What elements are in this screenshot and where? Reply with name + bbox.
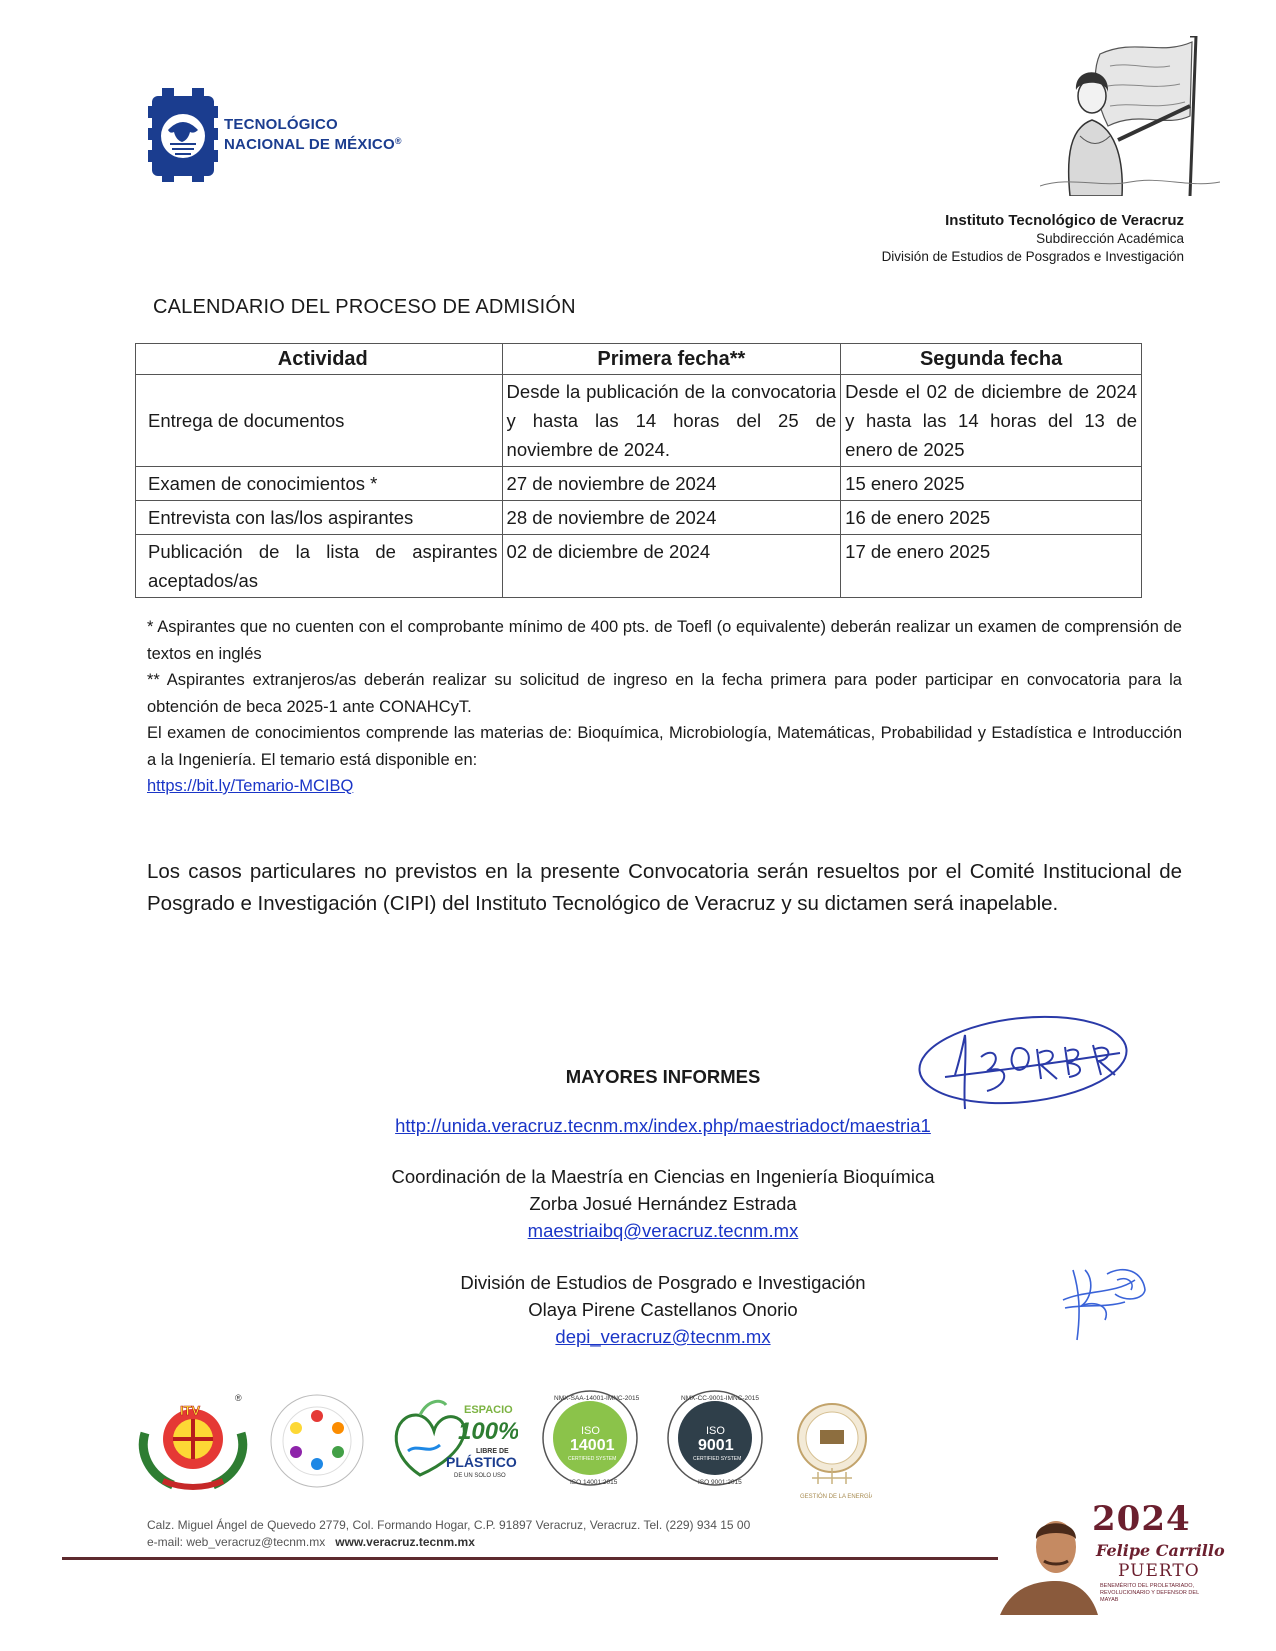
- registered-mark: ®: [235, 1393, 242, 1403]
- iso-9001-badge: [665, 1388, 765, 1488]
- institute-name: Instituto Tecnológico de Veracruz: [945, 212, 1184, 229]
- footer-email: e-mail: web_veracruz@tecnm.mx: [147, 1535, 326, 1549]
- table-cell-second-date: 17 de enero 2025: [841, 535, 1142, 598]
- maestria-url-link[interactable]: http://unida.veracruz.tecnm.mx/index.php/maestriadoct/maestria1: [395, 1115, 931, 1136]
- division-head-name: Olaya Pirene Castellanos Onorio: [528, 1299, 798, 1320]
- table-cell-first-date: 27 de noviembre de 2024: [502, 467, 841, 501]
- plastic-free-plastico: PLÁSTICO: [446, 1454, 517, 1470]
- more-info-title: MAYORES INFORMES: [565, 1066, 761, 1087]
- anniversary-caption: BENEMÉRITO DEL PROLETARIADO, REVOLUCIONARIO Y DEFENSOR DEL MAYAB: [1100, 1583, 1199, 1603]
- table-row: [136, 375, 1142, 467]
- energy-logo-text: GESTIÓN DE LA ENERGÍA: [800, 1494, 872, 1500]
- footer-website: www.veracruz.tecnm.mx: [335, 1535, 475, 1549]
- division-name: División de Estudios de Posgrados e Investigación: [881, 249, 1184, 264]
- column-header-second-date: Segunda fecha: [841, 344, 1142, 375]
- coordinator-name: Zorba Josué Hernández Estrada: [529, 1193, 797, 1214]
- institute-header: [882, 212, 1184, 266]
- iso-9001-number: 9001: [698, 1437, 734, 1454]
- subdirection-name: Subdirección Académica: [1036, 231, 1184, 246]
- calendar-title: CALENDARIO DEL PROCESO DE ADMISIÓN: [153, 296, 576, 318]
- note-exam-subjects: El examen de conocimientos comprende las materias de: Bioquímica, Microbiología, Matemáticas, Probabilidad y Estadística e Introducción a la Ingeniería. El temario está disponible en:: [147, 724, 1182, 769]
- table-row: [136, 467, 1142, 501]
- itv-logo: [133, 1393, 253, 1493]
- coordination-title: Coordinación de la Maestría en Ciencias en Ingeniería Bioquímica: [391, 1166, 935, 1187]
- energy-management-logo: [792, 1398, 872, 1503]
- coordinator-email-link[interactable]: maestriaibq@veracruz.tecnm.mx: [527, 1220, 799, 1241]
- itv-logo-text: ITV: [180, 1403, 201, 1418]
- coordinator-signature: [915, 1005, 1135, 1120]
- note-foreign-applicants: ** Aspirantes extranjeros/as deberán realizar su solicitud de ingreso en la fecha primera para poder participar en convocatoria para la obtención de beca 2025-1 ante CONAHCyT.: [147, 671, 1182, 716]
- equality-norm-logo: [268, 1392, 366, 1490]
- anniversary-surname: PUERTO: [1118, 1561, 1200, 1581]
- table-cell-second-date: 16 de enero 2025: [841, 501, 1142, 535]
- iso-14001-number: 14001: [570, 1437, 615, 1454]
- logo-text-line1: TECNOLÓGICO: [224, 116, 338, 133]
- table-header-row: [136, 344, 1142, 375]
- logo-text-line2: NACIONAL DE MÉXICO®: [224, 136, 402, 153]
- table-cell-first-date: Desde la publicación de la convocatoria y hasta las 14 horas del 25 de noviembre de 2024.: [502, 375, 841, 467]
- division-head-signature: [1055, 1250, 1155, 1345]
- felipe-carrillo-puerto-2024-logo: [1000, 1495, 1225, 1615]
- division-title: División de Estudios de Posgrado e Investigación: [460, 1272, 866, 1293]
- syllabus-link[interactable]: https://bit.ly/Temario-MCIBQ: [147, 777, 354, 795]
- anniversary-name: Felipe Carrillo: [1096, 1541, 1225, 1560]
- iso-9001-cert: CERTIFIED SYSTEM: [693, 1456, 742, 1462]
- tecnm-logo: [148, 86, 402, 186]
- column-header-first-date: Primera fecha**: [502, 344, 841, 375]
- plastic-free-libre: LIBRE DE: [476, 1448, 509, 1455]
- plastic-free-logo: [388, 1395, 518, 1485]
- iso-14001-cert: CERTIFIED SYSTEM: [568, 1456, 617, 1462]
- plastic-free-espacio: ESPACIO: [464, 1404, 513, 1416]
- iso-14001-badge: [540, 1388, 640, 1488]
- anniversary-year: 2024: [1092, 1499, 1191, 1539]
- admission-calendar-table: [135, 343, 1142, 598]
- table-cell-activity: Examen de conocimientos *: [136, 467, 503, 501]
- particular-cases-paragraph: Los casos particulares no previstos en la presente Convocatoria serán resueltos por el Comité Institucional de Posgrado e Investigación (CIPI) del Instituto Tecnológico de Veracruz y su dictamen será inapelable.: [147, 860, 1182, 915]
- column-header-activity: Actividad: [136, 344, 503, 375]
- plastic-free-sub: DE UN SOLO USO: [454, 1473, 506, 1479]
- portrait-illustration: [1000, 1495, 1100, 1615]
- table-cell-activity: Publicación de la lista de aspirantes aceptados/as: [136, 535, 503, 598]
- table-cell-second-date: 15 enero 2025: [841, 467, 1142, 501]
- table-row: [136, 501, 1142, 535]
- footer-contact: [147, 1517, 750, 1551]
- gear-emblem-icon: [148, 86, 218, 182]
- note-toefl: * Aspirantes que no cuenten con el comprobante mínimo de 400 pts. de Toefl (o equivalente) deberán realizar un examen de comprensión de textos en inglés: [147, 618, 1182, 663]
- iso-14001-bottom: ISO 14001:2015: [570, 1479, 618, 1486]
- iso-14001-ring-text: NMX-SAA-14001-IMNC-2015: [554, 1395, 640, 1402]
- footer-address-line: Calz. Miguel Ángel de Quevedo 2779, Col. Formando Hogar, C.P. 91897 Veracruz, Veracruz. Tel. (229) 934 15 00: [147, 1518, 751, 1532]
- iso-9001-ring-text: NMX-CC-9001-IMNC-2015: [681, 1395, 760, 1402]
- iso-14001-label: ISO: [581, 1425, 600, 1437]
- table-cell-second-date: Desde el 02 de diciembre de 2024 y hasta las 14 horas del 13 de enero de 2025: [841, 375, 1142, 467]
- footer-divider: [62, 1557, 998, 1560]
- table-cell-first-date: 02 de diciembre de 2024: [502, 535, 841, 598]
- table-row: [136, 535, 1142, 598]
- flag-heroine-illustration: [1040, 36, 1220, 196]
- table-notes: [147, 614, 1182, 800]
- iso-9001-bottom: ISO 9001:2015: [698, 1479, 742, 1486]
- iso-9001-label: ISO: [706, 1425, 725, 1437]
- table-cell-first-date: 28 de noviembre de 2024: [502, 501, 841, 535]
- plastic-free-percent: 100%: [458, 1418, 518, 1445]
- table-cell-activity: Entrevista con las/los aspirantes: [136, 501, 503, 535]
- division-email-link[interactable]: depi_veracruz@tecnm.mx: [555, 1326, 771, 1347]
- table-cell-activity: Entrega de documentos: [136, 375, 503, 467]
